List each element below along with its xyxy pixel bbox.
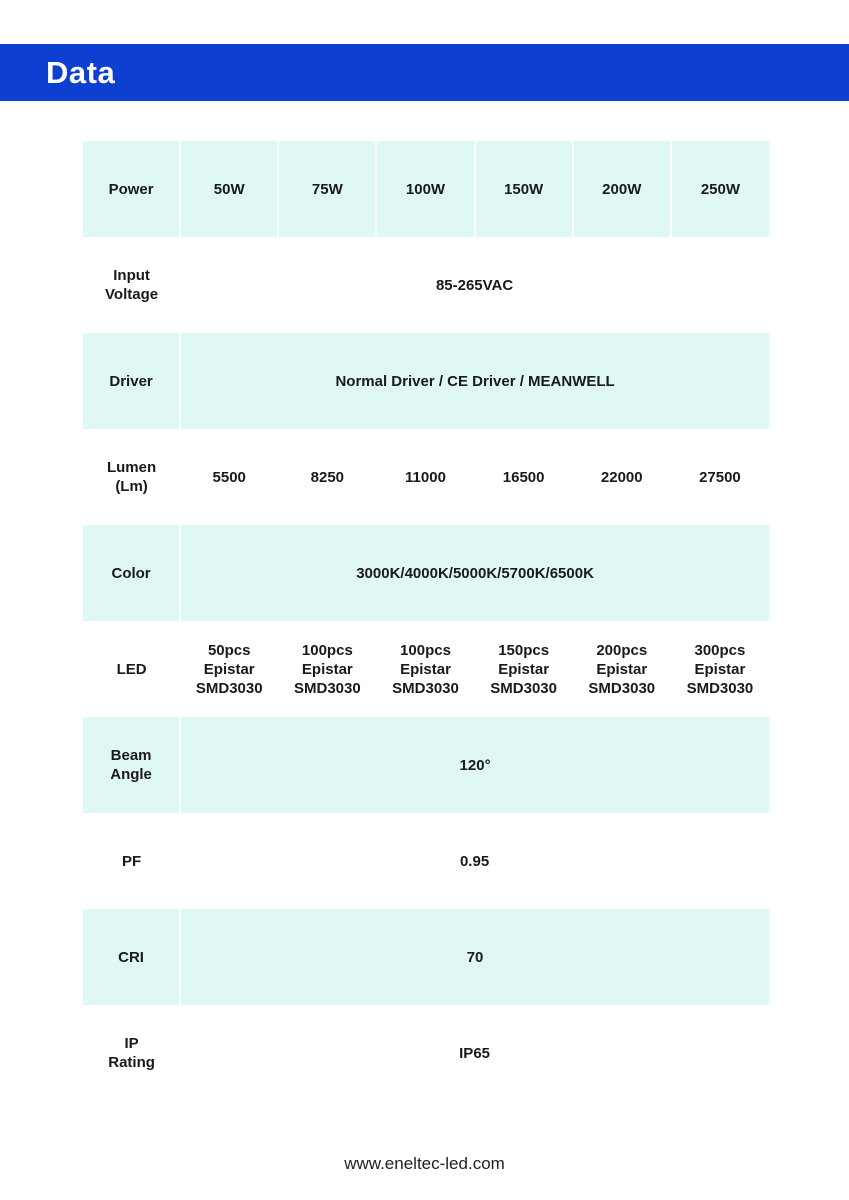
lumen-value: 11000 [405,468,446,486]
led-value: 150pcs Epistar SMD3030 [490,641,557,697]
spec-table [83,141,769,1101]
led-value: 100pcs Epistar SMD3030 [392,641,459,697]
lumen-value: 22000 [600,468,643,486]
row-label: Input Voltage [105,267,159,303]
header-band [0,44,849,101]
power-value: 200W [573,141,671,237]
input-voltage-value: 85-265VAC [435,276,514,294]
page-title: Data [46,55,116,90]
led-value: 200pcs Epistar SMD3030 [588,641,656,697]
power-value: 150W [475,141,573,237]
led-value: 300pcs Epistar SMD3030 [686,641,754,697]
row-label: Lumen (Lm) [106,459,157,495]
row-label: Power [83,141,180,237]
spec-row-lumen [83,429,769,525]
spec-row-input-voltage [83,237,769,333]
cri-value: 70 [180,909,769,1005]
row-label: CRI [83,909,180,1005]
spec-row-pf [83,813,769,909]
lumen-value: 8250 [310,468,345,486]
row-label: Color [83,525,180,621]
row-label: LED [116,660,147,678]
spec-row-driver [83,333,769,429]
lumen-value: 5500 [212,468,246,486]
driver-value: Normal Driver / CE Driver / MEANWELL [180,333,769,429]
spec-row-cri [83,909,769,1005]
spec-row-color [83,525,769,621]
power-value: 100W [376,141,474,237]
footer-website-url: www.eneltec-led.com [344,1154,505,1173]
lumen-value: 16500 [502,468,545,486]
row-label: Driver [83,333,180,429]
row-label: Beam Angle [83,717,180,813]
spec-row-ip-rating [83,1005,769,1101]
led-value: 100pcs Epistar SMD3030 [294,641,361,697]
spec-row-led [83,621,769,717]
pf-value: 0.95 [459,852,490,870]
power-value: 250W [671,141,769,237]
power-value: 50W [180,141,278,237]
color-value: 3000K/4000K/5000K/5700K/6500K [180,525,769,621]
row-label: PF [121,852,142,870]
power-value: 75W [278,141,376,237]
led-value: 50pcs Epistar SMD3030 [195,641,263,697]
spec-row-beam-angle [83,717,769,813]
lumen-value: 27500 [699,468,741,486]
spec-row-power [83,141,769,237]
beam-angle-value: 120° [180,717,769,813]
ip-rating-value: IP65 [459,1044,490,1062]
row-label: IP Rating [108,1035,155,1071]
